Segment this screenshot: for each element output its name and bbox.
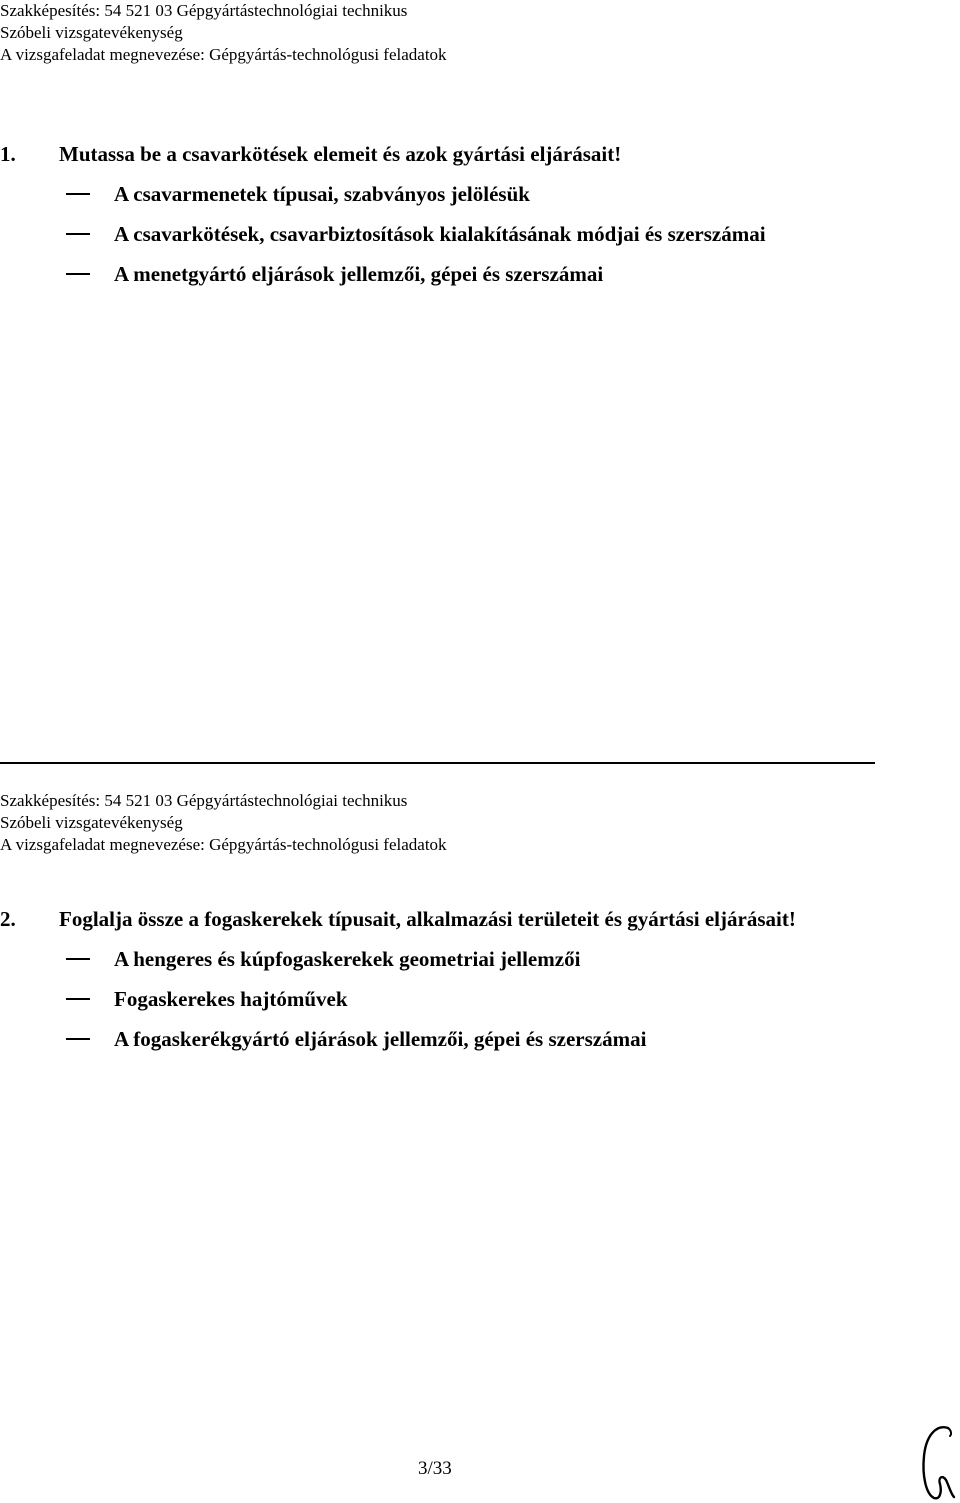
header-qualification: Szakképesítés: 54 521 03 Gépgyártástechnológiai technikus bbox=[0, 1, 408, 20]
header-task-name: A vizsgafeladat megnevezése: Gépgyártás-technológusi feladatok bbox=[0, 45, 447, 64]
question-1-bullet-3 bbox=[66, 261, 603, 287]
bullet-text: A hengeres és kúpfogaskerekek geometriai jellemzői bbox=[114, 947, 581, 971]
bullet-text: A menetgyártó eljárások jellemzői, gépei és szerszámai bbox=[114, 262, 604, 286]
question-1-number: 1. bbox=[0, 142, 16, 166]
dash-bullet-icon bbox=[66, 233, 90, 235]
header-exam-type: Szóbeli vizsgatevékenység bbox=[0, 813, 183, 832]
page-separator-rule bbox=[0, 762, 875, 764]
header-exam-type: Szóbeli vizsgatevékenység bbox=[0, 23, 183, 42]
dash-bullet-icon bbox=[66, 998, 90, 1000]
question-1-text: Mutassa be a csavarkötések elemeit és azok gyártási eljárásait! bbox=[59, 142, 622, 166]
bullet-text: Fogaskerekes hajtóművek bbox=[114, 987, 348, 1011]
question-2-bullet-2 bbox=[66, 986, 348, 1012]
question-2-number: 2. bbox=[0, 907, 16, 931]
page-header-second bbox=[0, 790, 447, 856]
handwritten-signature-icon bbox=[918, 1422, 960, 1502]
dash-bullet-icon bbox=[66, 1038, 90, 1040]
question-2-bullet-3 bbox=[66, 1026, 646, 1052]
question-1-bullet-2 bbox=[66, 221, 766, 247]
dash-bullet-icon bbox=[66, 273, 90, 275]
page-number: 3/33 bbox=[418, 1458, 452, 1479]
question-2-title bbox=[0, 906, 796, 932]
question-2-text: Foglalja össze a fogaskerekek típusait, alkalmazási területeit és gyártási eljárásait! bbox=[59, 907, 796, 931]
bullet-text: A fogaskerékgyártó eljárások jellemzői, gépei és szerszámai bbox=[114, 1027, 647, 1051]
question-1-bullet-1 bbox=[66, 181, 530, 207]
dash-bullet-icon bbox=[66, 193, 90, 195]
question-2-bullet-1 bbox=[66, 946, 580, 972]
page-header-top bbox=[0, 0, 447, 66]
bullet-text: A csavarkötések, csavarbiztosítások kialakításának módjai és szerszámai bbox=[114, 222, 766, 246]
dash-bullet-icon bbox=[66, 958, 90, 960]
question-1-title bbox=[0, 141, 621, 167]
header-task-name: A vizsgafeladat megnevezése: Gépgyártás-technológusi feladatok bbox=[0, 835, 447, 854]
header-qualification: Szakképesítés: 54 521 03 Gépgyártástechnológiai technikus bbox=[0, 791, 408, 810]
bullet-text: A csavarmenetek típusai, szabványos jelölésük bbox=[114, 182, 530, 206]
